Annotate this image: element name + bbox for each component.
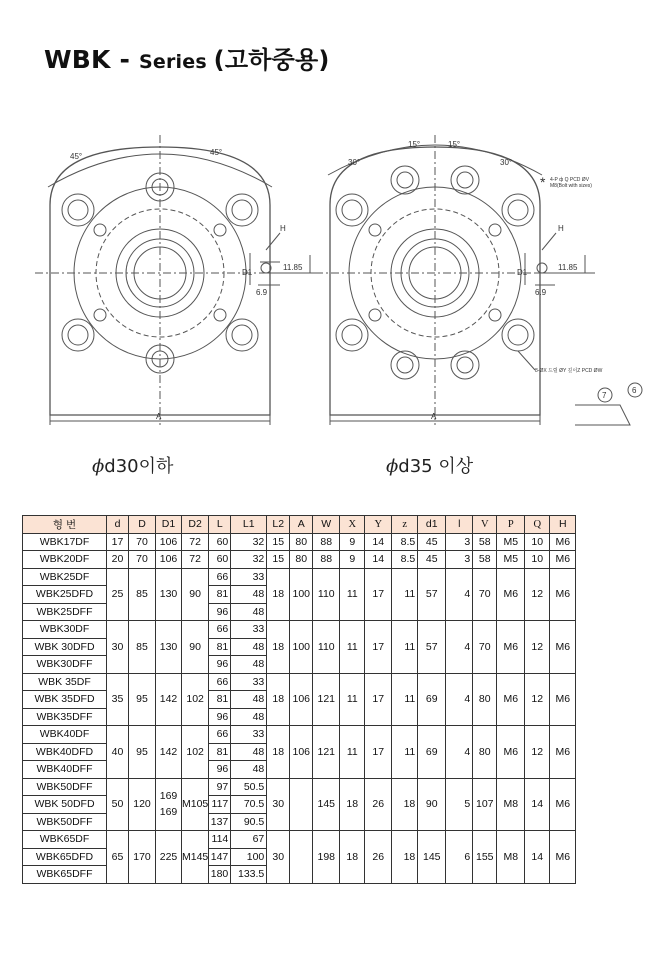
cell-L: 81 <box>209 638 231 656</box>
cell-H: M6 <box>550 621 576 674</box>
title-korean: (고하중용) <box>213 46 330 74</box>
cell-L: 96 <box>209 708 231 726</box>
cell-z: 11 <box>392 621 418 674</box>
cell-model: WBK25DFD <box>23 586 107 604</box>
cell-P: M5 <box>497 551 525 569</box>
cell-A: 100 <box>290 568 313 621</box>
cell-L1: 33 <box>231 568 267 586</box>
col-header-10: X <box>340 516 365 534</box>
cell-l: 4 <box>446 673 473 726</box>
cell-X: 11 <box>340 726 365 779</box>
cell-d1: 90 <box>418 778 446 831</box>
cell-Q: 12 <box>525 673 550 726</box>
cell-P: M6 <box>497 673 525 726</box>
cell-Q: 12 <box>525 726 550 779</box>
cell-V: 107 <box>473 778 497 831</box>
right-angle-3: 15° <box>448 140 461 149</box>
cell-D1: 130 <box>156 568 182 621</box>
col-header-5: L <box>209 516 231 534</box>
cell-Q: 12 <box>525 568 550 621</box>
technical-drawing <box>30 125 650 445</box>
cell-H: M6 <box>550 551 576 569</box>
cell-z: 11 <box>392 673 418 726</box>
table-row <box>23 778 576 796</box>
cell-d1: 57 <box>418 621 446 674</box>
cell-Y: 17 <box>365 726 392 779</box>
table-header-row <box>23 516 576 534</box>
cell-X: 18 <box>340 831 365 884</box>
col-header-9: W <box>313 516 340 534</box>
cell-L1: 70.5 <box>231 796 267 814</box>
cell-W: 88 <box>313 533 340 551</box>
cell-X: 9 <box>340 551 365 569</box>
col-header-11: Y <box>365 516 392 534</box>
cell-D: 120 <box>129 778 156 831</box>
cell-L: 117 <box>209 796 231 814</box>
cell-Q: 14 <box>525 831 550 884</box>
col-header-3: D1 <box>156 516 182 534</box>
cell-L: 81 <box>209 743 231 761</box>
cell-L1: 90.5 <box>231 813 267 831</box>
left-hole-label: H <box>280 224 286 233</box>
cell-L1: 48 <box>231 586 267 604</box>
cell-d: 25 <box>107 568 129 621</box>
cell-L1: 33 <box>231 673 267 691</box>
cell-Y: 14 <box>365 551 392 569</box>
cell-V: 155 <box>473 831 497 884</box>
cell-L2: 18 <box>267 673 290 726</box>
cell-D: 170 <box>129 831 156 884</box>
cell-L: 60 <box>209 533 231 551</box>
cell-A <box>290 778 313 831</box>
cell-P: M5 <box>497 533 525 551</box>
cell-L1: 133.5 <box>231 866 267 884</box>
cell-model: WBK25DFF <box>23 603 107 621</box>
cell-model: WBK35DFF <box>23 708 107 726</box>
right-dim-small: 6.9 <box>535 288 547 297</box>
cell-D1: 225 <box>156 831 182 884</box>
cell-L1: 100 <box>231 848 267 866</box>
col-header-13: d1 <box>418 516 446 534</box>
spec-table <box>22 515 576 884</box>
phi-symbol-left: ϕ <box>92 456 105 477</box>
cell-L1: 50.5 <box>231 778 267 796</box>
cell-l: 4 <box>446 621 473 674</box>
table-row <box>23 621 576 639</box>
cell-d: 17 <box>107 533 129 551</box>
left-dim-d1: D1 <box>242 268 253 277</box>
col-header-15: V <box>473 516 497 534</box>
right-asterisk: * <box>540 174 546 190</box>
col-header-1: d <box>107 516 129 534</box>
cell-D1-lower: 169 <box>159 806 178 819</box>
cell-z: 11 <box>392 726 418 779</box>
cell-L1: 48 <box>231 708 267 726</box>
cell-l: 3 <box>446 533 473 551</box>
col-header-0: 형 번 <box>23 516 107 534</box>
caption-large-bore <box>386 452 473 478</box>
cell-L1: 33 <box>231 726 267 744</box>
cell-L1: 67 <box>231 831 267 849</box>
cell-L1: 48 <box>231 743 267 761</box>
col-header-7: L2 <box>267 516 290 534</box>
cell-L: 96 <box>209 603 231 621</box>
cell-model: WBK40DF <box>23 726 107 744</box>
cell-model: WBK40DFD <box>23 743 107 761</box>
cell-L1: 48 <box>231 691 267 709</box>
cell-L: 114 <box>209 831 231 849</box>
cell-L: 66 <box>209 568 231 586</box>
cell-L1: 33 <box>231 621 267 639</box>
col-header-8: A <box>290 516 313 534</box>
cell-model: WBK40DFF <box>23 761 107 779</box>
cell-L: 97 <box>209 778 231 796</box>
cell-model: WBK 35DFD <box>23 691 107 709</box>
cell-L: 180 <box>209 866 231 884</box>
cell-d: 65 <box>107 831 129 884</box>
cell-d1: 69 <box>418 673 446 726</box>
cell-A: 100 <box>290 621 313 674</box>
cell-model: WBK50DFF <box>23 778 107 796</box>
cell-P: M8 <box>497 831 525 884</box>
cell-P: M8 <box>497 778 525 831</box>
cell-D1: 130 <box>156 621 182 674</box>
cell-model: WBK65DF <box>23 831 107 849</box>
cell-model: WBK30DFF <box>23 656 107 674</box>
cell-W: 198 <box>313 831 340 884</box>
cell-d: 35 <box>107 673 129 726</box>
right-hole-label: H <box>558 224 564 233</box>
cell-D1 <box>156 778 182 831</box>
cell-D2: 90 <box>182 568 209 621</box>
cell-L2: 30 <box>267 778 290 831</box>
callout-7: 7 <box>602 391 607 400</box>
cell-L: 66 <box>209 673 231 691</box>
right-dim-height: 11.85 <box>558 263 578 272</box>
cell-V: 58 <box>473 533 497 551</box>
left-dim-small: 6.9 <box>256 288 268 297</box>
cell-z: 11 <box>392 568 418 621</box>
cell-model: WBK17DF <box>23 533 107 551</box>
caption-right-text: d35 이상 <box>398 456 474 477</box>
cell-D2: M145 <box>182 831 209 884</box>
cell-L1: 32 <box>231 533 267 551</box>
cell-X: 11 <box>340 621 365 674</box>
cell-l: 6 <box>446 831 473 884</box>
cell-d1: 45 <box>418 551 446 569</box>
cell-L: 60 <box>209 551 231 569</box>
cell-D2: 102 <box>182 726 209 779</box>
cell-L: 96 <box>209 656 231 674</box>
cell-L: 147 <box>209 848 231 866</box>
table-row <box>23 533 576 551</box>
cell-D1: 142 <box>156 673 182 726</box>
cell-A: 80 <box>290 533 313 551</box>
cell-model: WBK25DF <box>23 568 107 586</box>
cell-model: WBK20DF <box>23 551 107 569</box>
cell-D2: M105 <box>182 778 209 831</box>
cell-A: 106 <box>290 673 313 726</box>
cell-L2: 18 <box>267 568 290 621</box>
cell-Y: 17 <box>365 568 392 621</box>
cell-X: 9 <box>340 533 365 551</box>
cell-H: M6 <box>550 778 576 831</box>
cell-d1: 145 <box>418 831 446 884</box>
cell-d: 30 <box>107 621 129 674</box>
cell-Y: 14 <box>365 533 392 551</box>
left-dim-height: 11.85 <box>283 263 303 272</box>
cell-X: 11 <box>340 568 365 621</box>
cell-z: 18 <box>392 778 418 831</box>
cell-D: 95 <box>129 726 156 779</box>
cell-X: 18 <box>340 778 365 831</box>
cell-D1: 106 <box>156 533 182 551</box>
cell-Y: 17 <box>365 673 392 726</box>
cell-z: 8.5 <box>392 533 418 551</box>
cell-d: 50 <box>107 778 129 831</box>
cell-D2: 72 <box>182 551 209 569</box>
cell-P: M6 <box>497 726 525 779</box>
cell-l: 3 <box>446 551 473 569</box>
cell-L: 66 <box>209 726 231 744</box>
cell-L1: 48 <box>231 638 267 656</box>
table-row <box>23 673 576 691</box>
cell-V: 70 <box>473 568 497 621</box>
cell-Q: 14 <box>525 778 550 831</box>
cell-A: 106 <box>290 726 313 779</box>
right-angle-4: 30° <box>500 158 513 167</box>
left-dim-a: A <box>156 412 162 421</box>
cell-V: 80 <box>473 726 497 779</box>
cell-X: 11 <box>340 673 365 726</box>
cell-model: WBK 30DFD <box>23 638 107 656</box>
cell-V: 80 <box>473 673 497 726</box>
cell-L1: 48 <box>231 656 267 674</box>
cell-D1-upper: 169 <box>159 790 178 803</box>
cell-Q: 12 <box>525 621 550 674</box>
cell-H: M6 <box>550 831 576 884</box>
cell-W: 110 <box>313 621 340 674</box>
col-header-16: P <box>497 516 525 534</box>
col-header-17: Q <box>525 516 550 534</box>
cell-A <box>290 831 313 884</box>
cell-d1: 69 <box>418 726 446 779</box>
col-header-2: D <box>129 516 156 534</box>
cell-Q: 10 <box>525 533 550 551</box>
cell-D: 70 <box>129 551 156 569</box>
col-header-14: l <box>446 516 473 534</box>
cell-W: 145 <box>313 778 340 831</box>
cell-L: 66 <box>209 621 231 639</box>
caption-small-bore <box>92 452 173 478</box>
col-header-6: L1 <box>231 516 267 534</box>
table-row <box>23 551 576 569</box>
right-angle-2: 15° <box>408 140 421 149</box>
cell-l: 5 <box>446 778 473 831</box>
left-angle-1: 45° <box>70 152 83 161</box>
cell-L1: 32 <box>231 551 267 569</box>
cell-H: M6 <box>550 673 576 726</box>
right-dim-a: A <box>431 412 437 421</box>
cell-Y: 17 <box>365 621 392 674</box>
table-row <box>23 726 576 744</box>
cell-l: 4 <box>446 726 473 779</box>
left-angle-2: 45° <box>210 148 223 157</box>
cell-H: M6 <box>550 726 576 779</box>
right-angle-1: 30° <box>348 158 361 167</box>
cell-D: 85 <box>129 568 156 621</box>
cell-W: 121 <box>313 673 340 726</box>
cell-D: 70 <box>129 533 156 551</box>
cell-Q: 10 <box>525 551 550 569</box>
cell-D: 85 <box>129 621 156 674</box>
callout-6: 6 <box>632 386 637 395</box>
cell-V: 70 <box>473 621 497 674</box>
col-header-18: H <box>550 516 576 534</box>
cell-D2: 72 <box>182 533 209 551</box>
cell-D: 95 <box>129 673 156 726</box>
cell-W: 110 <box>313 568 340 621</box>
cell-H: M6 <box>550 568 576 621</box>
page-title <box>44 40 330 75</box>
title-lead: WBK - <box>44 45 139 74</box>
cell-H: M6 <box>550 533 576 551</box>
cell-L: 137 <box>209 813 231 831</box>
right-note-2: 8-ØX 드릴 ØY 깊이Z PCD ØW <box>535 368 603 374</box>
title-sub: Series <box>139 51 214 73</box>
cell-d1: 57 <box>418 568 446 621</box>
cell-L1: 48 <box>231 603 267 621</box>
cell-W: 121 <box>313 726 340 779</box>
table-row <box>23 831 576 849</box>
cell-P: M6 <box>497 621 525 674</box>
right-note-1b: M8(Bolt with sizes) <box>550 183 592 189</box>
col-header-12: z <box>392 516 418 534</box>
cell-L: 96 <box>209 761 231 779</box>
cell-d: 40 <box>107 726 129 779</box>
cell-L2: 18 <box>267 726 290 779</box>
cell-D2: 90 <box>182 621 209 674</box>
cell-Y: 26 <box>365 778 392 831</box>
cell-A: 80 <box>290 551 313 569</box>
table-row <box>23 568 576 586</box>
cell-P: M6 <box>497 568 525 621</box>
cell-D1: 142 <box>156 726 182 779</box>
cell-model: WBK 50DFD <box>23 796 107 814</box>
cell-d: 20 <box>107 551 129 569</box>
cell-L: 81 <box>209 691 231 709</box>
cell-D1: 106 <box>156 551 182 569</box>
cell-Y: 26 <box>365 831 392 884</box>
cell-z: 18 <box>392 831 418 884</box>
right-dim-d1: D1 <box>517 268 528 277</box>
cell-z: 8.5 <box>392 551 418 569</box>
cell-l: 4 <box>446 568 473 621</box>
cell-L1: 48 <box>231 761 267 779</box>
cell-V: 58 <box>473 551 497 569</box>
cell-model: WBK50DFF <box>23 813 107 831</box>
phi-symbol-right: ϕ <box>386 456 399 477</box>
cell-d1: 45 <box>418 533 446 551</box>
cell-model: WBK 35DF <box>23 673 107 691</box>
cell-model: WBK65DFF <box>23 866 107 884</box>
col-header-4: D2 <box>182 516 209 534</box>
cell-L: 81 <box>209 586 231 604</box>
right-note-1: 4-P ф Q PCD ØV <box>550 177 590 183</box>
cell-model: WBK30DF <box>23 621 107 639</box>
cell-D2: 102 <box>182 673 209 726</box>
cell-model: WBK65DFD <box>23 848 107 866</box>
cell-W: 88 <box>313 551 340 569</box>
cell-L2: 15 <box>267 533 290 551</box>
cell-L2: 30 <box>267 831 290 884</box>
cell-L2: 15 <box>267 551 290 569</box>
caption-left-text: d30이하 <box>104 456 174 477</box>
cell-L2: 18 <box>267 621 290 674</box>
